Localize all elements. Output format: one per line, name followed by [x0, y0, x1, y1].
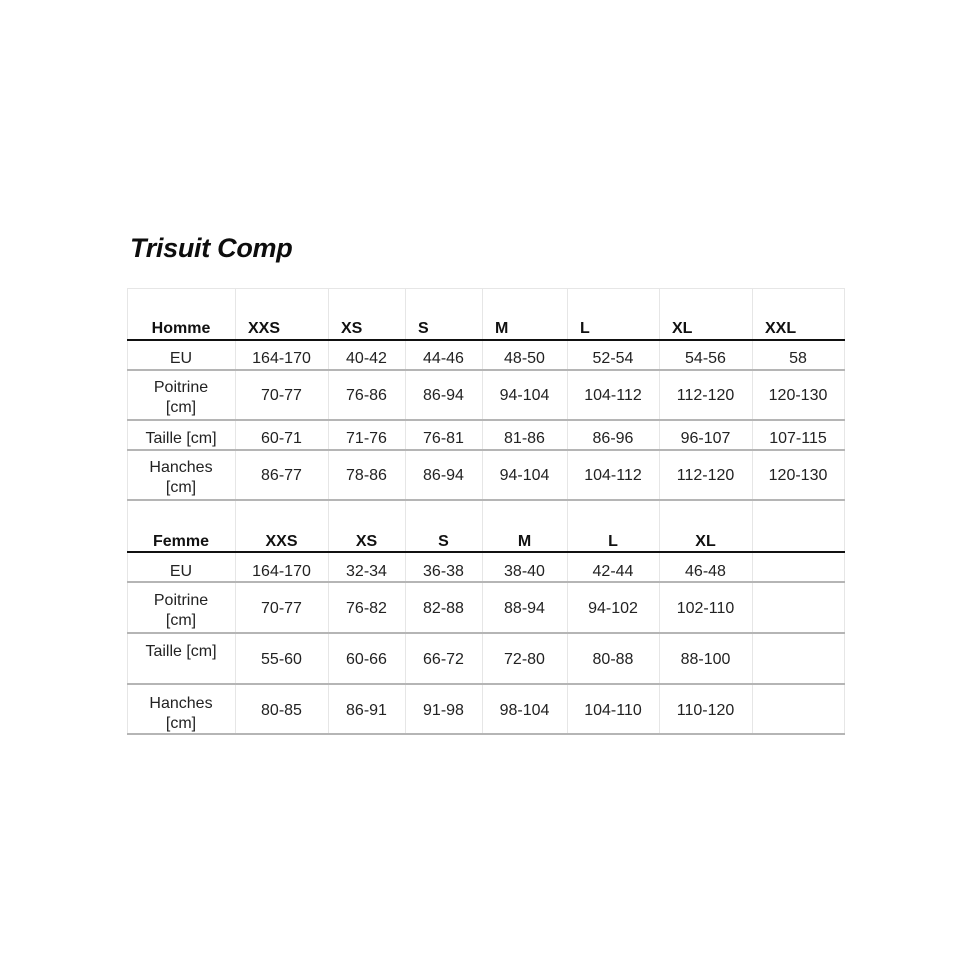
homme-cell: 96-107	[680, 430, 731, 447]
homme-cell: 86-94	[423, 387, 464, 404]
homme-cell: 78-86	[346, 467, 387, 484]
femme-row-label: Taille [cm]	[145, 643, 217, 660]
homme-header-size: S	[418, 320, 429, 337]
femme-header-label: Femme	[152, 533, 210, 550]
homme-row-label: Taille [cm]	[145, 430, 217, 447]
row-label-unit: [cm]	[165, 479, 197, 496]
homme-cell: 54-56	[685, 350, 726, 367]
femme-cell: 94-102	[588, 600, 638, 617]
femme-cell: 80-85	[261, 702, 302, 719]
homme-cell: 120-130	[768, 467, 828, 484]
femme-cell: 38-40	[504, 563, 545, 580]
page-title: Trisuit Comp	[130, 233, 293, 263]
homme-header-size: XL	[672, 320, 693, 337]
row-rule	[127, 683, 845, 685]
row-label-line: Hanches	[149, 695, 213, 712]
homme-cell: 94-104	[499, 467, 550, 484]
size-chart-table	[127, 288, 845, 736]
grid-line	[127, 288, 845, 289]
homme-cell: 40-42	[346, 350, 387, 367]
femme-header-size: L	[608, 533, 618, 550]
femme-cell: 42-44	[592, 563, 634, 580]
femme-cell: 88-100	[680, 651, 731, 668]
femme-cell: 70-77	[261, 600, 302, 617]
row-label-unit: [cm]	[165, 399, 197, 416]
homme-cell: 71-76	[346, 430, 387, 447]
femme-header-size: XS	[355, 533, 378, 550]
homme-cell: 86-96	[592, 430, 634, 447]
homme-cell: 60-71	[261, 430, 302, 447]
femme-cell: 32-34	[346, 563, 387, 580]
homme-cell: 76-86	[346, 387, 387, 404]
homme-cell: 104-112	[584, 467, 642, 484]
grid-line	[844, 288, 845, 734]
femme-cell: 60-66	[346, 651, 387, 668]
femme-cell: 102-110	[676, 600, 735, 617]
femme-row-label: EU	[169, 563, 193, 580]
homme-cell: 94-104	[499, 387, 550, 404]
femme-cell: 91-98	[423, 702, 464, 719]
homme-cell: 86-77	[261, 467, 302, 484]
femme-cell: 104-110	[584, 702, 642, 719]
femme-cell: 164-170	[252, 563, 311, 580]
femme-cell: 36-38	[423, 563, 464, 580]
homme-cell: 112-120	[676, 467, 735, 484]
header-rule	[127, 551, 845, 553]
header-rule	[127, 339, 845, 341]
row-label-line: Hanches	[149, 459, 213, 476]
femme-cell: 82-88	[423, 600, 464, 617]
homme-cell: 58	[789, 350, 807, 367]
homme-cell: 70-77	[261, 387, 302, 404]
homme-cell: 48-50	[504, 350, 545, 367]
homme-cell: 120-130	[768, 387, 828, 404]
homme-header-size: M	[495, 320, 509, 337]
femme-header-size: S	[438, 533, 449, 550]
femme-row-label	[127, 692, 235, 736]
homme-header-size: L	[580, 320, 590, 337]
homme-cell: 164-170	[252, 350, 311, 367]
homme-cell: 81-86	[504, 430, 545, 447]
row-label-line: Poitrine	[153, 379, 209, 396]
homme-header-size: XXS	[248, 320, 281, 337]
row-label-unit: [cm]	[165, 715, 197, 732]
femme-cell: 86-91	[346, 702, 387, 719]
femme-header-size: XXS	[265, 533, 298, 550]
homme-header-size: XXL	[765, 320, 797, 337]
homme-cell: 104-112	[584, 387, 642, 404]
homme-cell: 86-94	[423, 467, 464, 484]
homme-cell: 107-115	[769, 430, 827, 447]
femme-cell: 110-120	[676, 702, 735, 719]
femme-cell: 76-82	[346, 600, 387, 617]
femme-header-size: XL	[695, 533, 716, 550]
homme-cell: 112-120	[676, 387, 735, 404]
homme-row-label	[127, 456, 235, 500]
femme-cell: 66-72	[423, 651, 464, 668]
femme-cell: 88-94	[504, 600, 545, 617]
femme-cell: 55-60	[261, 651, 302, 668]
femme-cell: 80-88	[592, 651, 634, 668]
femme-row-label	[127, 589, 235, 633]
femme-cell: 72-80	[504, 651, 545, 668]
row-label-unit: [cm]	[165, 612, 197, 629]
homme-row-label	[127, 376, 235, 420]
homme-cell: 44-46	[423, 350, 464, 367]
row-label-line: Poitrine	[153, 592, 209, 609]
homme-header-size: XS	[341, 320, 363, 337]
femme-header-size: M	[517, 533, 532, 550]
femme-cell: 46-48	[685, 563, 726, 580]
femme-cell: 98-104	[499, 702, 550, 719]
homme-header-label: Homme	[151, 320, 211, 337]
homme-row-label: EU	[169, 350, 193, 367]
homme-cell: 76-81	[423, 430, 464, 447]
homme-cell: 52-54	[592, 350, 634, 367]
